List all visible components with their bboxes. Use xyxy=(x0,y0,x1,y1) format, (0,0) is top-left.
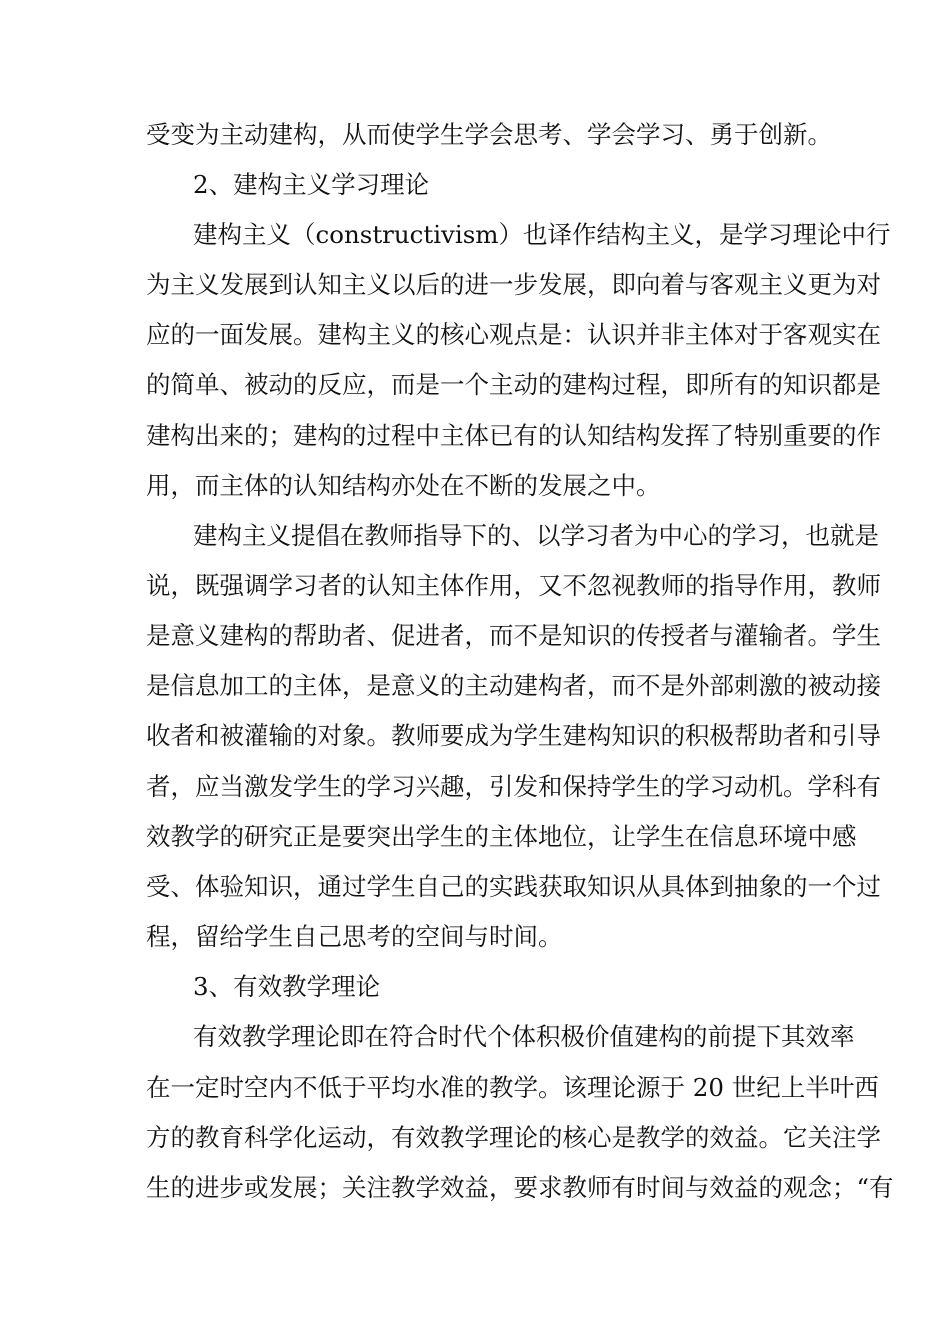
text-line: 说，既强调学习者的认知主体作用，又不忽视教师的指导作用，教师 xyxy=(146,571,881,600)
text-line: 受变为主动建构，从而使学生学会思考、学会学习、勇于创新。 xyxy=(146,120,832,149)
text-line: 为主义发展到认知主义以后的进一步发展，即向着与客观主义更为对 xyxy=(146,270,881,299)
section-heading: 3、有效教学理论 xyxy=(193,972,381,1001)
text-line: 是信息加工的主体，是意义的主动建构者，而不是外部刺激的被动接 xyxy=(146,671,881,700)
text-line: 受、体验知识，通过学生自己的实践获取知识从具体到抽象的一个过 xyxy=(146,872,881,901)
text-line: 建构主义（constructivism）也译作结构主义，是学习理论中行 xyxy=(193,220,891,249)
text-line: 有效教学理论即在符合时代个体积极价值建构的前提下其效率 xyxy=(193,1022,855,1051)
text-line: 收者和被灌输的对象。教师要成为学生建构知识的积极帮助者和引导 xyxy=(146,721,881,750)
text-line: 效教学的研究正是要突出学生的主体地位，让学生在信息环境中感 xyxy=(146,822,857,851)
section-heading: 2、建构主义学习理论 xyxy=(193,170,430,199)
text-line: 者，应当激发学生的学习兴趣，引发和保持学生的学习动机。学科有 xyxy=(146,772,881,801)
text-line: 用，而主体的认知结构亦处在不断的发展之中。 xyxy=(146,471,661,500)
text-line: 是意义建构的帮助者、促进者，而不是知识的传授者与灌输者。学生 xyxy=(146,621,881,650)
text-line: 在一定时空内不低于平均水准的教学。该理论源于 20 世纪上半叶西 xyxy=(146,1073,879,1102)
text-line: 的简单、被动的反应，而是一个主动的建构过程，即所有的知识都是 xyxy=(146,370,881,399)
text-line: 建构出来的；建构的过程中主体已有的认知结构发挥了特别重要的作 xyxy=(146,421,881,450)
text-line: 方的教育科学化运动，有效教学理论的核心是教学的效益。它关注学 xyxy=(146,1123,881,1152)
text-line: 生的进步或发展；关注教学效益，要求教师有时间与效益的观念；“有 xyxy=(146,1173,894,1202)
text-line: 建构主义提倡在教师指导下的、以学习者为中心的学习，也就是 xyxy=(193,521,879,550)
text-line: 程，留给学生自己思考的空间与时间。 xyxy=(146,922,563,951)
text-line: 应的一面发展。建构主义的核心观点是：认识并非主体对于客观实在 xyxy=(146,320,881,349)
